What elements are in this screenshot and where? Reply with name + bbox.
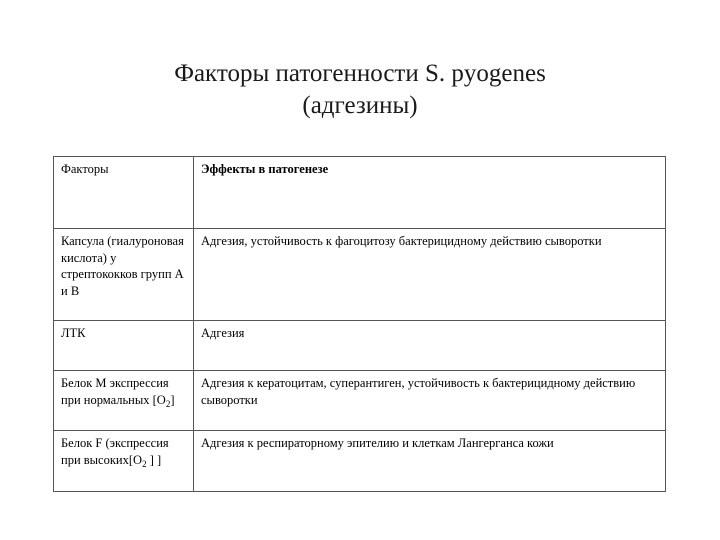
- factor-cell: ЛТК: [54, 321, 194, 371]
- table-row: [54, 321, 666, 371]
- factor-text: Белок F (экспрессия при высоких[O: [61, 436, 169, 467]
- effect-cell: Адгезия к кератоцитам, суперантиген, устойчивость к бактерицидному действию сыворотки: [194, 371, 666, 431]
- title-line-2: (адгезины): [302, 92, 418, 119]
- table-row: [54, 229, 666, 321]
- factor-text: Белок М экспрессия при нормальных [O: [61, 376, 169, 407]
- factor-cell: [54, 371, 194, 431]
- header-factors: Факторы: [54, 157, 194, 229]
- table-header-row: [54, 157, 666, 229]
- effect-cell: Адгезия к респираторному эпителию и клеткам Лангерганса кожи: [194, 431, 666, 492]
- slide-title: [0, 58, 720, 122]
- effect-cell: Адгезия, устойчивость к фагоцитозу бактерицидному действию сыворотки: [194, 229, 666, 321]
- header-effects: Эффекты в патогенезе: [194, 157, 666, 229]
- table-row: [54, 371, 666, 431]
- factor-cell: Капсула (гиалуроновая кислота) у стрептококков групп А и В: [54, 229, 194, 321]
- title-line-1: Факторы патогенности S. pyogenes: [174, 60, 546, 87]
- factor-cell: [54, 431, 194, 492]
- factor-text-end: ] ]: [146, 452, 162, 467]
- oxygen-subscript: 2: [165, 398, 171, 409]
- effect-cell: Адгезия: [194, 321, 666, 371]
- oxygen-subscript: 2: [142, 458, 147, 469]
- factors-table: [53, 156, 666, 492]
- factor-text-end: ]: [170, 392, 175, 407]
- table-row: [54, 431, 666, 492]
